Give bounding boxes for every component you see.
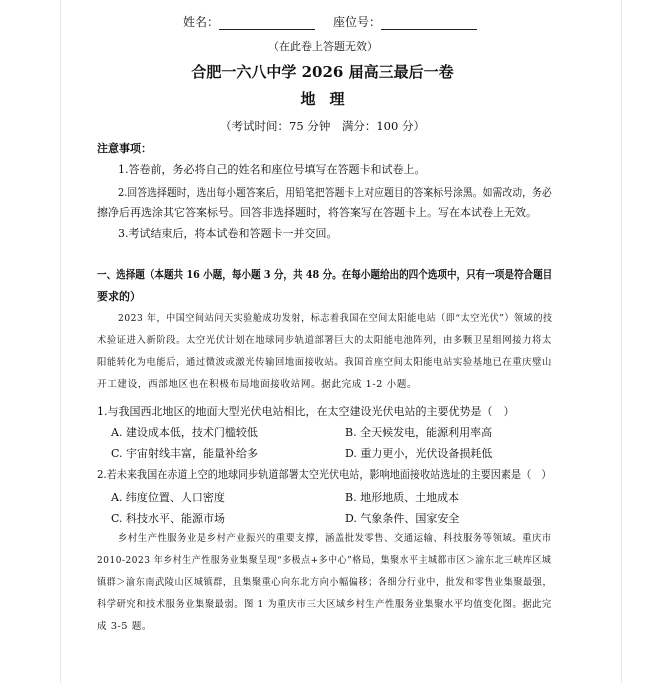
name-label: 姓名： (183, 15, 220, 29)
material2-line-3: 镇群＞渝东南武陵山区城镇群，且集聚重心向东北方向小幅偏移；各细分行业中，批发和零售业集聚最强， (97, 577, 553, 588)
exam-title: 合肥一六八中学 2026 届高三最后一卷 (191, 63, 454, 81)
invalid-note: （在此卷上答题无效） (268, 40, 378, 53)
q1-option-d: D. 重力更小，光伏设备损耗低 (345, 447, 493, 460)
notes-line-1: 1.答卷前，务必将自己的姓名和座位号填写在答题卡和试卷上。 (118, 163, 426, 176)
q2-option-b: B. 地形地质、土地成本 (345, 491, 460, 504)
q2-option-d: D. 气象条件、国家安全 (345, 512, 460, 525)
exam-info: （考试时间：75 分钟 满分：100 分） (220, 119, 425, 133)
name-blank (219, 16, 315, 30)
seat-blank (381, 16, 477, 30)
section1-title-line1: 一、选择题（本题共 16 小题，每小题 3 分，共 48 分。在每小题给出的四个选项中，只有一项是符合题目 (97, 268, 553, 281)
material1-line-2: 术验证进入新阶段。太空光伏计划在地球同步轨道部署巨大的太阳能电池阵列，由多颗卫星组网接力将太 (97, 335, 552, 346)
notes-title: 注意事项： (97, 142, 152, 155)
q1-option-c: C. 宇宙射线丰富，能量补给多 (111, 447, 259, 460)
student-info-row (183, 13, 477, 30)
subject-title: 地理 (300, 90, 359, 108)
question-1-stem: 1.与我国西北地区的地面大型光伏电站相比，在太空建设光伏电站的主要优势是（ ） (97, 405, 515, 418)
material1-line-1: 2023 年，中国空间站问天实验舱成功发射，标志着我国在空间太阳能电站（即“太空光伏”）领域的技 (118, 313, 553, 324)
material1-line-4: 开工建设，西部地区也在积极布局地面接收站网。据此完成 1-2 小题。 (97, 379, 418, 390)
q1-option-b: B. 全天候发电，能源利用率高 (345, 426, 493, 439)
material2-line-4: 科学研究和技术服务业集聚最弱。图 1 为重庆市三大区域乡村生产性服务业集聚水平均值变化图。据此完 (97, 599, 552, 610)
q2-option-c: C. 科技水平、能源市场 (111, 512, 226, 525)
notes-line-4: 3.考试结束后，将本试卷和答题卡一并交回。 (118, 227, 338, 240)
material2-line-5: 成 3-5 题。 (97, 621, 153, 632)
material1-line-3: 阳能转化为电能后，通过微波或激光传输回地面接收站。我国首座空间太阳能电站实验基地已在重庆璧山 (97, 357, 552, 368)
seat-label: 座位号： (333, 15, 382, 29)
question-2-stem: 2.若未来我国在赤道上空的地球同步轨道部署太空光伏电站，影响地面接收站选址的主要因素是（ ） (97, 468, 552, 481)
notes-line-2: 2.回答选择题时，选出每小题答案后，用铅笔把答题卡上对应题目的答案标号涂黑。如需改动，务必 (118, 186, 552, 199)
material2-line-2: 2010-2023 年乡村生产性服务业集聚呈现“多极点+多中心”格局，集聚水平主城都市区＞渝东北三峡库区城 (97, 555, 552, 566)
q1-option-a: A. 建设成本低，技术门槛较低 (111, 426, 258, 439)
material2-line-1: 乡村生产性服务业是乡村产业振兴的重要支撑，涵盖批发零售、交通运输、科技服务等领域。重庆市 (118, 533, 552, 544)
q2-option-a: A. 纬度位置、人口密度 (111, 491, 225, 504)
notes-line-3: 擦净后再选涂其它答案标号。回答非选择题时，将答案写在答题卡上。写在本试卷上无效。 (97, 206, 537, 219)
section1-title-line2: 要求的） (97, 290, 141, 303)
